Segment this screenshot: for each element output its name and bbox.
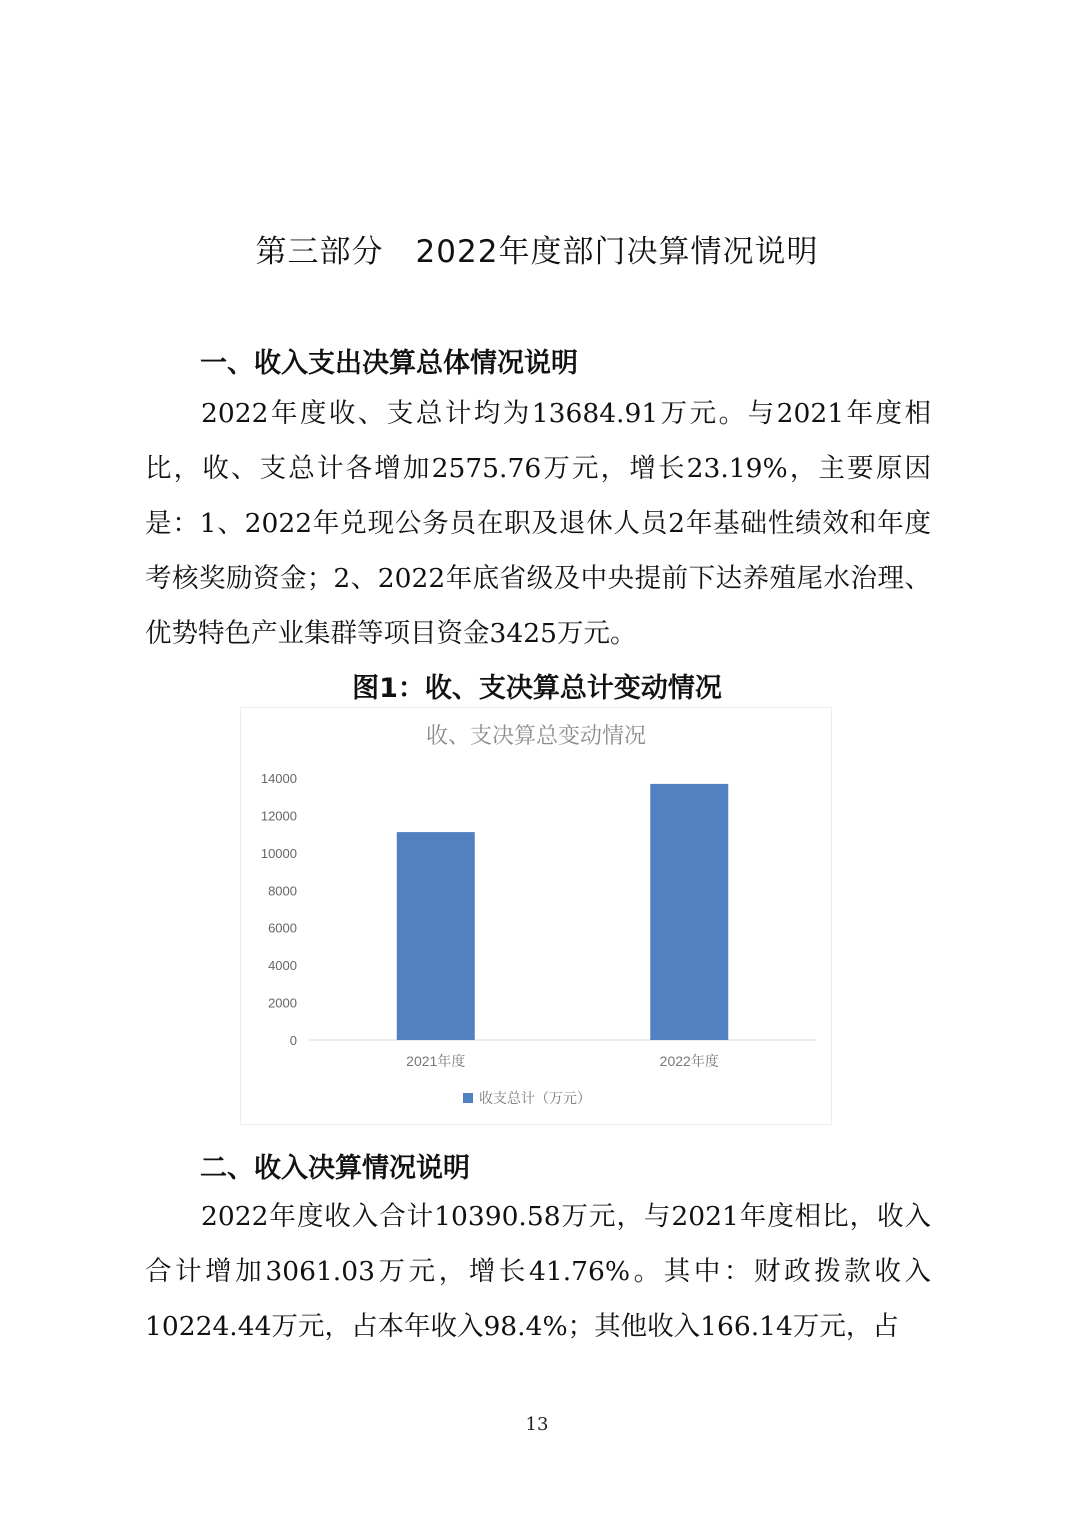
legend-label: 收支总计（万元） xyxy=(479,1090,591,1106)
bar xyxy=(650,784,728,1040)
y-tick-label: 6000 xyxy=(268,920,297,936)
page-title: 第三部分 2022年度部门决算情况说明 xyxy=(255,234,819,270)
page-number: 13 xyxy=(525,1414,549,1435)
section-2-paragraph: 2022年度收入合计10390.58万元，与2021年度相比，收入合计增加3061.03万元，增长41.76%。其中：财政拨款收入10224.44万元，占本年收入98.4%；其他收入166.14万元，占 xyxy=(145,1201,931,1342)
y-tick-label: 10000 xyxy=(260,845,297,861)
chart-frame xyxy=(240,707,832,1125)
y-tick-label: 0 xyxy=(289,1033,297,1048)
x-tick-label: 2022年度 xyxy=(659,1053,719,1069)
chart-title: 收、支决算总变动情况 xyxy=(425,723,647,748)
section-2-heading: 二、收入决算情况说明 xyxy=(200,1153,470,1184)
bar xyxy=(397,832,475,1040)
y-tick-label: 8000 xyxy=(268,883,297,899)
y-tick-label: 4000 xyxy=(268,958,297,974)
x-tick-label: 2021年度 xyxy=(406,1053,466,1069)
section-1-heading: 一、收入支出决算总体情况说明 xyxy=(200,348,578,379)
legend-swatch xyxy=(463,1093,473,1103)
figure-caption: 图1：收、支决算总计变动情况 xyxy=(352,673,722,704)
y-tick-label: 2000 xyxy=(268,995,297,1011)
y-tick-label: 12000 xyxy=(260,808,297,824)
bar-chart xyxy=(241,708,831,1124)
y-tick-label: 14000 xyxy=(260,771,297,786)
section-1-paragraph: 2022年度收、支总计均为13684.91万元。与2021年度相比，收、支总计各增加2575.76万元，增长23.19%，主要原因是：1、2022年兑现公务员在职及退休人员2年基础性绩效和年度考核奖励资金；2、2022年底省级及中央提前下达养殖尾水治理、优势特色产业集群等项目资金3425万元。 xyxy=(145,398,931,649)
